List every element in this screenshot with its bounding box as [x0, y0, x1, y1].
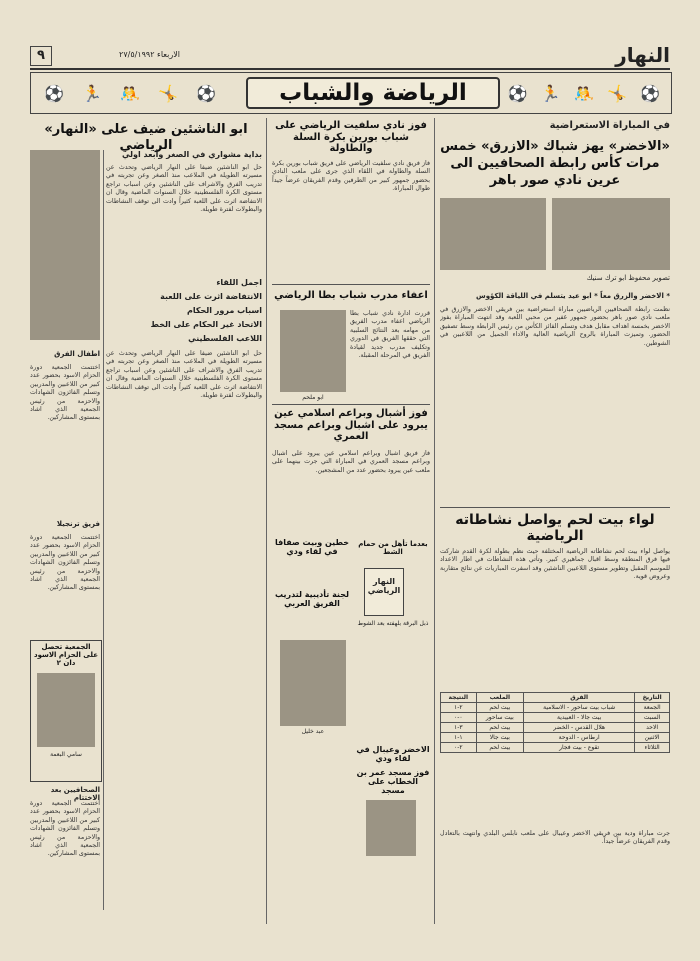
- runner-icon: 🏃: [82, 83, 102, 103]
- player-caption: عبد خليل: [301, 728, 325, 735]
- feature-photo: [30, 150, 100, 340]
- table-row: [441, 703, 670, 713]
- page-number-box: [30, 46, 52, 66]
- results-cell: الاحد: [635, 723, 670, 733]
- results-cell: ٠-٠: [441, 713, 477, 723]
- belt-photo: [37, 673, 95, 747]
- results-header: التاريخ: [635, 693, 670, 703]
- coach-caption: ابو ملحم: [302, 394, 324, 401]
- lead-photo-right: [552, 198, 670, 270]
- banner-icons-right: [501, 81, 667, 105]
- left-body: اختتمت الجمعية دورة الحزام الاسود بحضور عدد كبير من اللاعبين والمدربين وتسلم الفائزون الشهادات والاحزمة من رئيس الجمعية الذي اشاد بمستوى المشاركين.: [30, 364, 100, 422]
- divider: [272, 404, 430, 405]
- results-cell: بيت لحم: [476, 743, 523, 753]
- runner-icon: 🏃: [540, 83, 561, 103]
- ball-icon: ⚽: [44, 83, 64, 103]
- grid-headline: بعدما تأهل من حمام الشط: [358, 540, 428, 557]
- basket-body: فاز فريق نادي سلفيت الرياضي على فريق شباب بورين بكرة السلة والطاولة في اللقاء الذي جرى على ملعب النادي بحضور جمهور كبير من الطرفين وقدم الفريقان عرضاً جيداً طوال المباراة.: [272, 160, 430, 193]
- divider: [272, 284, 430, 285]
- paper-name: النهار: [615, 43, 670, 67]
- results-cell: بيت ساحور: [476, 713, 523, 723]
- belt-box: [30, 640, 102, 782]
- bottom-body: جرت مباراة ودية بين فريقي الاخضر وعيبال على ملعب نابلس البلدي وانتهت بالتعادل وقدم الفريقان عرضاً جيداً.: [440, 830, 670, 846]
- results-header: النتيجة: [441, 693, 477, 703]
- wrestler-icon: 🤼: [120, 83, 140, 103]
- issue-date: الاربعاء ٢٧/٥/١٩٩٢: [119, 50, 180, 59]
- feature-sub5: الاتحاد غير الحكام على الخط: [150, 320, 262, 329]
- feature-sub3: الانتفاضة اثرت على اللعبة: [160, 292, 262, 301]
- scouts-body: فاز فريق اشبال وبراعم اسلامي عين يبرود على اشبال وبراعم مسجد العمري في المباراة التي جرت بينهما على ملعب عين يبرود بحضور عدد من المشجعين.: [272, 450, 430, 474]
- lead-kicker: في المباراة الاستعراضية: [549, 120, 670, 131]
- ocean-headline: فوز مسجد عمر بن الخطاب على مسجد: [356, 768, 430, 796]
- sports-badge-text: النهار الرياضي: [367, 577, 401, 595]
- lewa-headline: لواء بيت لحم يواصل نشاطاته الرياضية: [455, 512, 655, 545]
- masthead: [30, 44, 670, 70]
- left-body-3: اختتمت الجمعية دورة الحزام الاسود بحضور عدد كبير من اللاعبين والمدربين وتسلم الفائزون الشهادات والاحزمة من رئيس الجمعية الذي اشاد بمستوى المشاركين.: [30, 800, 100, 858]
- divider: [440, 507, 670, 508]
- ball-icon: ⚽: [640, 83, 661, 103]
- lead-caption: تصوير محفوظ ابو ترك سنيك: [586, 274, 670, 282]
- results-cell: الجمعة: [635, 703, 670, 713]
- small-player-photo: [366, 800, 416, 856]
- lewa-body: يواصل لواء بيت لحم نشاطاته الرياضية المختلفة حيث نظم بطولة لكرة القدم شاركت فيها فرق المنطقة وسط اقبال جماهيري كبير. وتأتي هذه النشاطات في اطار الاعداد للموسم المقبل وتطوير مستوى اللاعبين الناشئين وقد اسفرت المباريات عن نتائج متقاربة وعروض قوية.: [440, 548, 670, 581]
- table-row: [441, 713, 670, 723]
- banner-title: الرياضة والشباب: [246, 77, 500, 109]
- results-table: [440, 692, 670, 822]
- ball-icon: ⚽: [507, 83, 528, 103]
- feature-body-cont: حل ابو الناشئين ضيفاً على النهار الرياضي وتحدث عن مسيرته الطويلة في الملاعب منذ الصغر وعن تجربته في تدريب الفرق والاشراف على الناشئين وعن اسباب تراجع مستوى الكرة الفلسطينية خلال السنوات الماضية وقال ان الانتفاضة اثرت على اللعبة كثيراً وادت الى توقف النشاطات والبطولات لفترة طويلة.: [106, 350, 262, 400]
- column-rule: [434, 118, 435, 924]
- wrestler-icon: 🤼: [574, 83, 594, 103]
- player-headline: خطين وبيت صفافا في لقاء ودي: [274, 538, 350, 557]
- feature-sub2: اجمل اللقاء: [216, 278, 262, 287]
- results-cell: الثلاثاء: [635, 743, 670, 753]
- banner-icons-left: [35, 81, 225, 105]
- column-rule: [103, 150, 104, 910]
- belt-person: سامي البعمة: [50, 751, 82, 759]
- left-sec3: الصحافيين بعد الاختتام: [50, 786, 100, 802]
- lead-headline: «الاخضر» يهز شباك «الازرق» خمس مرات كأس رابطة الصحافيين الى عرين نادي صور باهر: [440, 139, 670, 188]
- feature-headline: ابو الناشئين ضيف على «النهار» الرياضي: [44, 122, 248, 153]
- akhdar-headline: الاخضر وعيبال في لقاء ودي: [356, 745, 430, 764]
- coach-photo: [280, 310, 346, 392]
- results-cell: ١-١: [441, 733, 477, 743]
- column-rule: [266, 118, 267, 924]
- results-cell: ارطاس - الدوحة: [524, 733, 635, 743]
- left-sec2: فريق ترنجيلا: [56, 520, 100, 528]
- results-cell: ٢-١: [441, 703, 477, 713]
- results-cell: ٢-٠: [441, 743, 477, 753]
- belt-caption: الجمعية تحصل على الحزام الاسود دان ٢: [33, 643, 99, 668]
- results-cell: بيت جالا: [476, 733, 523, 743]
- results-cell: الاثنين: [635, 733, 670, 743]
- feature-sub6: اللاعب الفلسطيني: [188, 334, 262, 343]
- banner: [30, 72, 672, 114]
- results-cell: ٣-١: [441, 723, 477, 733]
- feature-body: حل ابو الناشئين ضيفاً على النهار الرياضي وتحدث عن مسيرته الطويلة في الملاعب منذ الصغر وعن تجربته في تدريب الفرق والاشراف على الناشئين وعن اسباب تراجع مستوى الكرة الفلسطينية خلال السنوات الماضية وقال ان الانتفاضة اثرت على اللعبة كثيراً وادت الى توقف النشاطات والبطولات لفترة طويلة.: [106, 164, 262, 214]
- results-header: الملعب: [476, 693, 523, 703]
- results-cell: بيت لحم: [476, 723, 523, 733]
- sports-badge: [364, 568, 404, 616]
- lead-photo-left: [440, 198, 546, 270]
- player-photo: [280, 640, 346, 726]
- results-cell: السبت: [635, 713, 670, 723]
- results-cell: هلال القدس - الخضر: [524, 723, 635, 733]
- coach-headline: اعفاء مدرب شباب بطا الرياضي: [274, 290, 428, 301]
- athlete-icon: 🤸: [158, 83, 178, 103]
- page-number: ٩: [37, 48, 45, 63]
- lead-body: نظمت رابطة الصحافيين الرياضيين مباراة استعراضية بين فريقي الاخضر والازرق في ملعب نادي صور باهر بحضور جمهور غفير من محبي اللعبة وقد انتهت المباراة بفوز الاخضر بخمسة اهداف مقابل هدف وتسلم الفائز الكأس من رئيس الرابطة وسط تصفيق الحضور. وتميزت المباراة بالروح الرياضية العالية والاداء الجميل من اللاعبين في الشوطين.: [440, 306, 670, 347]
- table-row: [441, 733, 670, 743]
- grid-caption: ذبل البرقة بلهفته بعد الشوط: [357, 620, 429, 627]
- results-cell: شباب بيت ساحور - الاسلامية: [524, 703, 635, 713]
- table-row: [441, 723, 670, 733]
- scouts-headline: فوز أشبال وبراعم اسلامي عين يبرود على اشبال وبراعم مسجد العمري: [274, 408, 428, 442]
- team-headline: لجنة تأديبية لتدريب الفريق العربي: [275, 590, 349, 609]
- feature-sub1: بداية مشواري في الصغر وأبعد اولي: [121, 150, 262, 159]
- results-cell: بيت لحم: [476, 703, 523, 713]
- left-body-2: اختتمت الجمعية دورة الحزام الاسود بحضور عدد كبير من اللاعبين والمدربين وتسلم الفائزون الشهادات والاحزمة من رئيس الجمعية الذي اشاد بمستوى المشاركين.: [30, 534, 100, 592]
- ball-icon: ⚽: [196, 83, 216, 103]
- feature-sub4: اسباب مرور الحكام: [186, 306, 262, 315]
- left-sec1: اطفال الفرق: [54, 350, 100, 358]
- results-cell: تقوع - بيت فجار: [524, 743, 635, 753]
- results-cell: بيت جالا - العبيدية: [524, 713, 635, 723]
- results-header: الفرق: [524, 693, 635, 703]
- coach-body: قررت ادارة نادي شباب بطا الرياضي اعفاء مدرب الفريق من مهامه بعد النتائج السلبية التي حققها الفريق في الدوري وتكليف مدرب جديد لقيادة الفريق في المرحلة المقبلة.: [350, 310, 430, 360]
- lead-bullets: * الاخضر والزرق معاً * ابو عيد يتسلم في اللياقة الكؤوس: [476, 292, 670, 300]
- basket-headline: فوز نادي سلفيت الرياضي على شباب بورين بكرة السلة والطاولة: [275, 120, 427, 154]
- table-row: [441, 743, 670, 753]
- athlete-icon: 🤸: [607, 83, 628, 103]
